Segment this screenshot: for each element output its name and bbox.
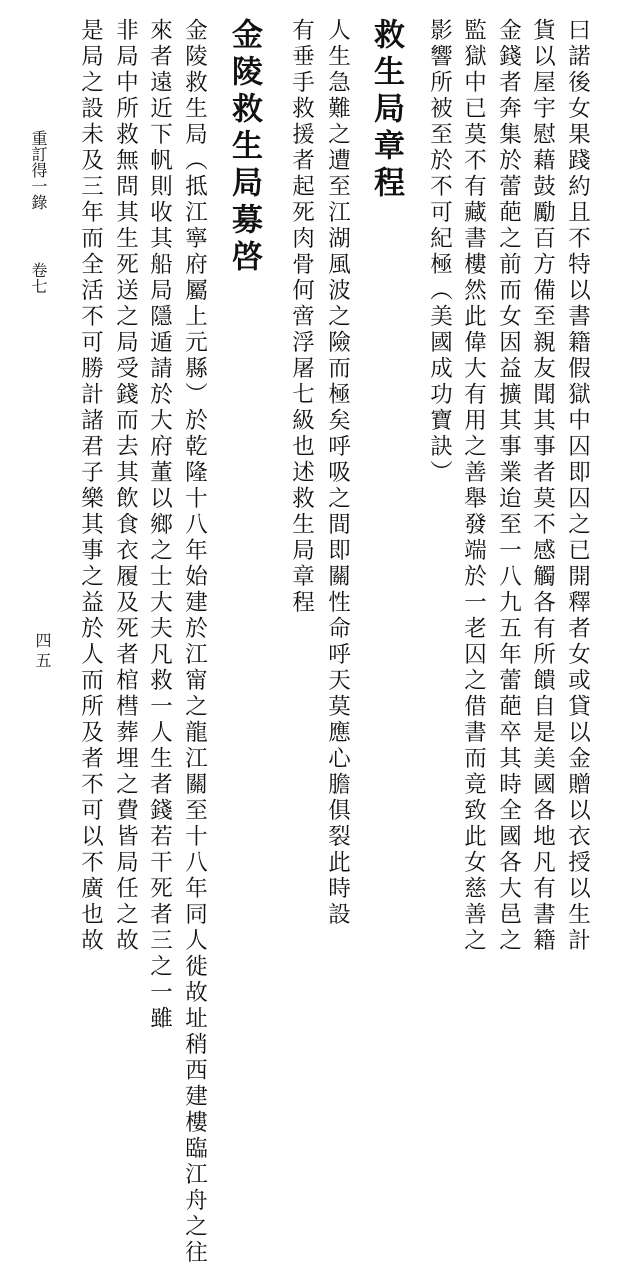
body-column: 監獄中已莫不有藏書樓然此偉大有用之善舉發端於一老囚之借書而竟致此女慈善之 bbox=[460, 18, 487, 954]
section-column: 是局之設未及三年而全活不可勝計諸君子樂其事之益於人而所及者不可以不廣也故 bbox=[77, 18, 104, 954]
section-column: 來者遠近下帆則收其船局隱遁請於大府董以鄉之士大夫凡救一人生者錢若干死者三之一雖 bbox=[146, 18, 173, 1032]
running-header bbox=[30, 130, 46, 294]
page-number: 四五 bbox=[33, 632, 52, 672]
body-column: 貨以屋宇慰藉鼓勵百方備至親友聞其事者莫不感觸各有所饋自是美國各地凡有書籍 bbox=[529, 18, 556, 954]
section-title-jinling-fundraising-appeal: 金陵救生局募啓 bbox=[226, 18, 262, 277]
section-title-rescue-bureau-regulations: 救生局章程 bbox=[368, 18, 404, 203]
section-column: 非局中所救無問其生死送之局受錢而去其飲食衣履及死者棺槥葬埋之費皆局任之故 bbox=[112, 18, 139, 954]
body-column: 影響所被至於不可紀極（美國成功寶訣） bbox=[426, 18, 453, 486]
book-title: 重訂得一錄 bbox=[29, 130, 48, 210]
body-column: 曰諾後女果踐約且不特以書籍假獄中囚即囚之已開釋者女或貸以金贈以衣授以生計 bbox=[564, 18, 591, 954]
section-column: 有垂手救援者起死肉骨何啻浮屠七級也述救生局章程 bbox=[288, 18, 315, 616]
section-column: 人生急難之遭至江湖風波之險而極矣呼吸之間即關性命呼天莫應心膽俱裂此時設 bbox=[324, 18, 351, 928]
volume-label: 卷七 bbox=[29, 262, 48, 294]
section-column: 金陵救生局（抵江寧府屬上元縣）於乾隆十八年始建於江甯之龍江關至十八年同人徙故址稍西建樓臨江舟之往 bbox=[181, 18, 208, 1266]
body-column: 金錢者奔集於蕾葩之前而女因益擴其事業迨至一八九五年蕾葩卒其時全國各大邑之 bbox=[495, 18, 522, 954]
